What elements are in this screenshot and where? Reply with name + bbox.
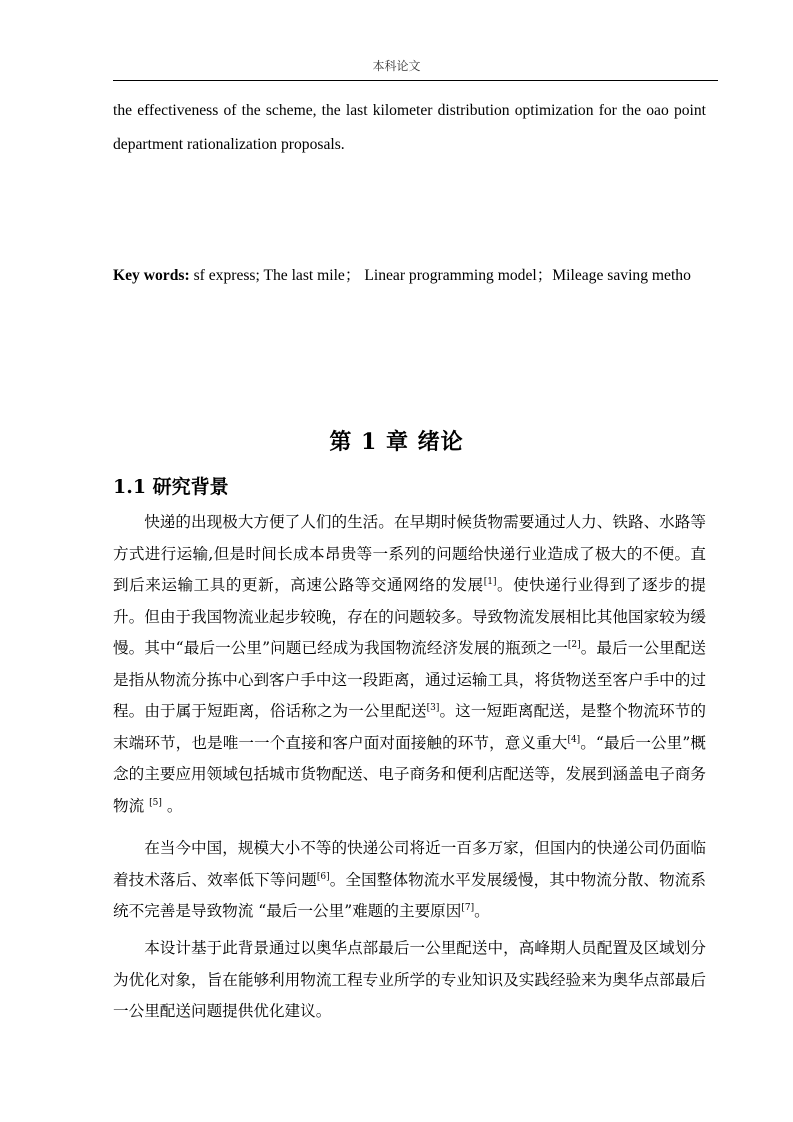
citation-5: [5] [149,797,162,808]
section-title: 1.1 研究背景 [113,476,229,498]
page-header: 本科论文 [372,59,421,73]
text-run: 。使快递行业得到了逐步的提升。但由于我国物流业起步较晚，存在的问题较多。导致物流发展相比其他国家较为缓慢。其中“最后一公里”问题已经成为我国物流经济发展的瓶颈之一 [113,576,706,657]
text-run: 。最后一公里配送是指从物流分拣中心到客户手中这一段距离，通过运输工具，将货物送至客户手中的过程。由于属于短距离，俗话称之为一公里配送 [113,639,706,720]
header-rule [113,80,718,81]
paragraph-1 [113,507,706,822]
chapter-title: 第 1 章 绪论 [329,429,464,455]
paragraph-3 [113,933,706,1028]
citation-6: [6] [316,871,330,882]
keywords-text: sf express; The last mile； Linear programming model；Mileage saving metho [189,267,691,284]
text-run: 。 [161,796,183,815]
text-run: 。“最后一公里”概念的主要应用领域包括城市货物配送、电子商务和便利店配送等，发展到涵盖电子商务物流 [113,733,706,815]
text-run: 。全国整体物流水平发展缓慢，其中物流分散、物流系统不完善是导致物流 “最后一公里”难题的主要原因 [113,870,706,920]
text-run: 快递的出现极大方便了人们的生活。在早期时候货物需要通过人力、铁路、水路等方式进行运输,但是时间长成本昂贵等一系列的问题给快递行业造成了极大的不便。直到后来运输工具的更新，高速公路等交通网络的发展 [113,513,706,594]
keywords-label: Key words: [113,267,190,284]
text-run: 在当今中国，规模大小不等的快递公司将近一百多万家，但国内的快递公司仍面临着技术落后、效率低下等问题 [113,839,706,889]
paragraph-2 [113,833,706,928]
text-run: 。 [474,902,490,920]
keywords-line [113,263,718,285]
citation-2: [2] [567,639,581,650]
citation-7: [7] [461,902,475,913]
citation-4: [4] [567,734,581,745]
abstract-continuation: the effectiveness of the scheme, the last kilometer distribution optimization for the oao point department rationalization proposals. [113,102,706,153]
text-run: 本设计基于此背景通过以奥华点部最后一公里配送中，高峰期人员配置及区域划分为优化对象，旨在能够利用物流工程专业所学的专业知识及实践经验来为奥华点部最后一公里配送问题提供优化建议。 [113,939,706,1020]
citation-3: [3] [426,702,440,713]
text-run: 。这一短距离配送，是整个物流环节的末端环节，也是唯一一个直接和客户面对面接触的环节，意义重大 [113,702,706,752]
citation-1: [1] [483,576,497,587]
